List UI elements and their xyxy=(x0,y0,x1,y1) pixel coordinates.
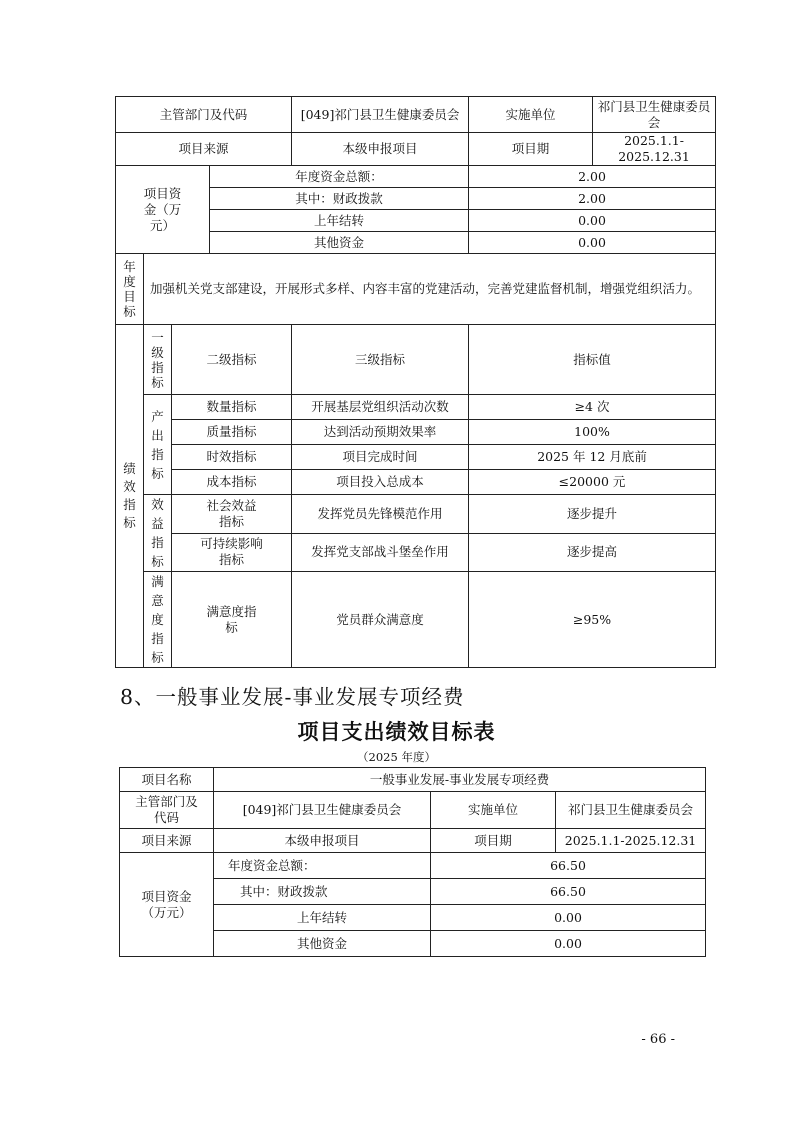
dept-label: 主管部门及代码 xyxy=(116,97,292,133)
dept-label xyxy=(120,792,214,829)
header-level1 xyxy=(144,325,172,395)
header-level3: 三级指标 xyxy=(292,325,469,395)
source-value: 本级申报项目 xyxy=(292,133,469,166)
header-level2: 二级指标 xyxy=(172,325,292,395)
funds-total-value: 2.00 xyxy=(469,166,716,188)
header-value: 指标值 xyxy=(469,325,716,395)
year-note: （2025 年度） xyxy=(357,750,436,764)
funds-carryover-value: 0.00 xyxy=(469,210,716,232)
row-l3: 项目完成时间 xyxy=(292,445,469,470)
funds-fiscal-value: 2.00 xyxy=(469,188,716,210)
table-title: 项目支出绩效目标表 xyxy=(297,720,496,744)
row-l3: 发挥党支部战斗堡垒作用 xyxy=(292,533,469,572)
row-value: 逐步提升 xyxy=(469,495,716,534)
category-output-text: 产出指标 xyxy=(151,408,164,481)
funds-label: 项目资金（万元） xyxy=(116,166,210,254)
row-l2: 质量指标 xyxy=(172,420,292,445)
funds-other-value: 0.00 xyxy=(431,931,706,957)
dept-value: [049]祁门县卫生健康委员会 xyxy=(214,792,431,829)
funds-fiscal-value: 66.50 xyxy=(431,879,706,905)
period-label: 项目期 xyxy=(469,133,593,166)
funds-carryover-label: 上年结转 xyxy=(214,905,431,931)
row-l2-text: 满意度指标 xyxy=(206,603,257,635)
row-value: ≤20000 元 xyxy=(469,470,716,495)
goal-text: 加强机关党支部建设，开展形式多样、内容丰富的党建活动，完善党建监督机制，增强党组织活力。 xyxy=(144,254,716,325)
funds-fiscal-label: 其中：财政拨款 xyxy=(210,188,469,210)
perf-label-text: 绩效指标 xyxy=(123,461,136,530)
row-value: 逐步提高 xyxy=(469,533,716,572)
funds-total-value: 66.50 xyxy=(431,853,706,879)
category-satisfaction-text: 满意度指标 xyxy=(151,574,164,665)
name-value: 一般事业发展-事业发展专项经费 xyxy=(214,768,706,792)
row-value: ≥95% xyxy=(469,572,716,668)
category-benefit xyxy=(144,495,172,572)
source-label: 项目来源 xyxy=(120,829,214,853)
impl-label: 实施单位 xyxy=(469,97,593,133)
period-value: 2025.1.1-2025.12.31 xyxy=(593,133,716,166)
row-l3: 项目投入总成本 xyxy=(292,470,469,495)
row-value: 100% xyxy=(469,420,716,445)
funds-label xyxy=(120,853,214,957)
row-l3: 党员群众满意度 xyxy=(292,572,469,668)
impl-value: 祁门县卫生健康委员会 xyxy=(593,97,716,133)
row-value: 2025 年 12 月底前 xyxy=(469,445,716,470)
row-l2-text: 社会效益指标 xyxy=(206,497,257,529)
funds-fiscal-label: 其中：财政拨款 xyxy=(214,879,431,905)
goal-label-text: 年度目标 xyxy=(123,259,136,319)
funds-other-value: 0.00 xyxy=(469,232,716,254)
impl-label: 实施单位 xyxy=(431,792,556,829)
goal-label xyxy=(116,254,144,325)
header-level1-text: 一级指标 xyxy=(151,329,164,390)
funds-other-label: 其他资金 xyxy=(214,931,431,957)
row-l3: 开展基层党组织活动次数 xyxy=(292,395,469,420)
funds-carryover-label: 上年结转 xyxy=(210,210,469,232)
impl-value: 祁门县卫生健康委员会 xyxy=(556,792,706,829)
row-l2: 数量指标 xyxy=(172,395,292,420)
performance-table-1 xyxy=(115,96,716,668)
source-value: 本级申报项目 xyxy=(214,829,431,853)
funds-carryover-value: 0.00 xyxy=(431,905,706,931)
dept-label-text: 主管部门及代码 xyxy=(135,794,198,825)
name-label: 项目名称 xyxy=(120,768,214,792)
performance-table-2 xyxy=(119,767,706,957)
row-l2 xyxy=(172,572,292,668)
row-value: ≥4 次 xyxy=(469,395,716,420)
perf-label xyxy=(116,325,144,668)
period-label: 项目期 xyxy=(431,829,556,853)
funds-total-label: 年度资金总额： xyxy=(214,853,431,879)
funds-total-label: 年度资金总额： xyxy=(210,166,469,188)
category-benefit-text: 效益指标 xyxy=(151,497,164,569)
row-l2 xyxy=(172,533,292,572)
row-l2 xyxy=(172,495,292,534)
funds-label-text: 项目资金（万元） xyxy=(141,888,192,920)
row-l3: 达到活动预期效果率 xyxy=(292,420,469,445)
page-number: - 66 - xyxy=(641,1032,675,1047)
row-l2: 成本指标 xyxy=(172,470,292,495)
category-satisfaction xyxy=(144,572,172,668)
category-output xyxy=(144,395,172,495)
row-l2: 时效指标 xyxy=(172,445,292,470)
row-l2-text: 可持续影响指标 xyxy=(200,536,263,568)
source-label: 项目来源 xyxy=(116,133,292,166)
funds-other-label: 其他资金 xyxy=(210,232,469,254)
section-heading: 8、一般事业发展-事业发展专项经费 xyxy=(120,685,465,709)
row-l3: 发挥党员先锋模范作用 xyxy=(292,495,469,534)
dept-value: [049]祁门县卫生健康委员会 xyxy=(292,97,469,133)
period-value: 2025.1.1-2025.12.31 xyxy=(556,829,706,853)
